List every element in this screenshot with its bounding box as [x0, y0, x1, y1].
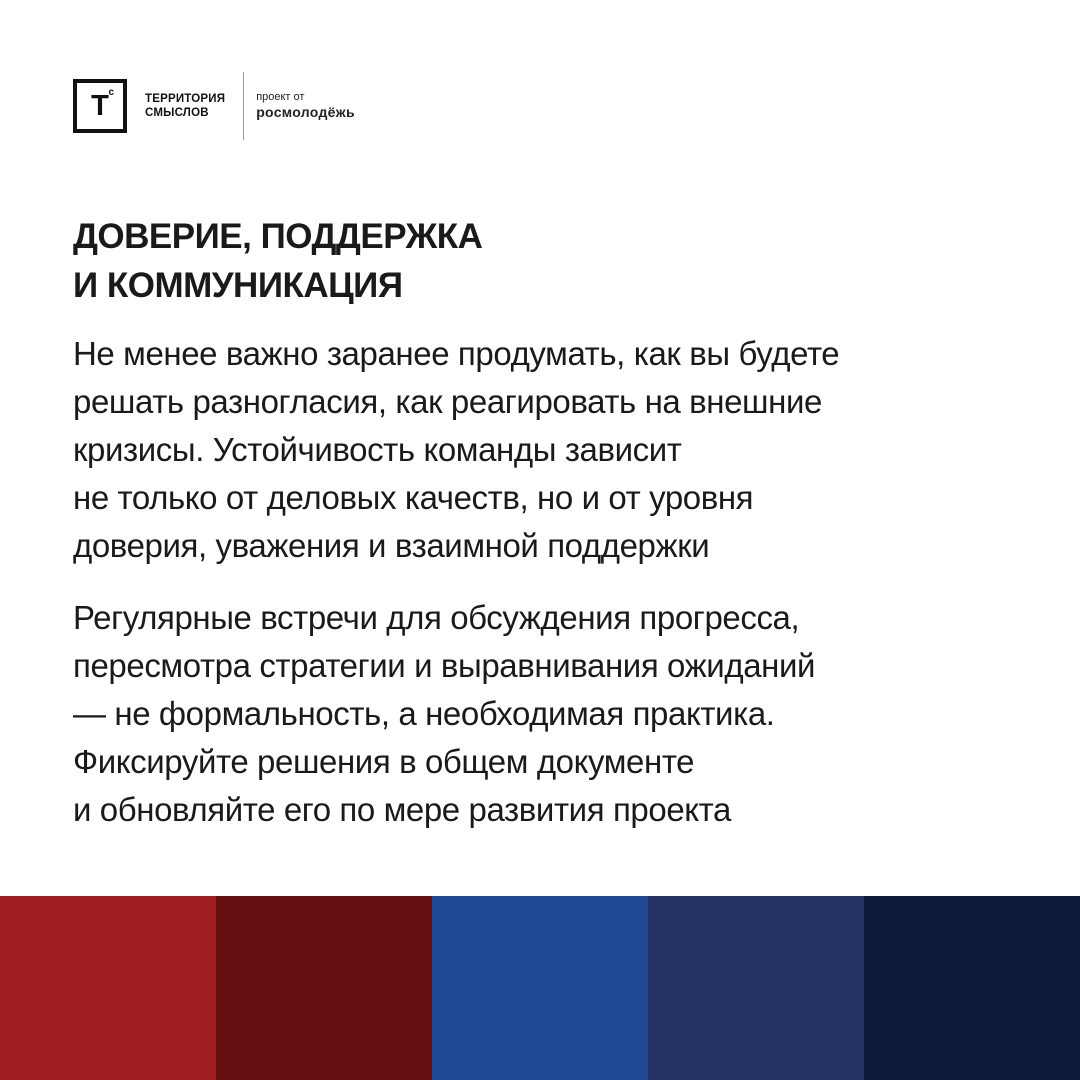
- stripe-block: [216, 896, 432, 1080]
- paragraph-line: Не менее важно заранее продумать, как вы будете: [73, 335, 840, 372]
- paragraph-line: — не формальность, а необходимая практика.: [73, 695, 775, 732]
- paragraph-line: Регулярные встречи для обсуждения прогресса,: [73, 599, 800, 636]
- brand-name-line1: ТЕРРИТОРИЯ: [145, 93, 226, 105]
- logo-icon: [73, 79, 127, 133]
- paragraph-1: [73, 330, 839, 570]
- stripe-block: [0, 896, 216, 1080]
- logo-letter: Т: [91, 90, 109, 122]
- paragraph-line: решать разногласия, как реагировать на внешние: [73, 383, 822, 420]
- brand-name-line2: СМЫСЛОВ: [145, 107, 209, 119]
- paragraph-line: доверия, уважения и взаимной поддержки: [73, 527, 710, 564]
- stripe-block: [432, 896, 648, 1080]
- title-line2: И КОММУНИКАЦИЯ: [73, 266, 403, 305]
- header-divider: [243, 72, 244, 140]
- paragraph-2: [73, 594, 815, 834]
- project-org-logo: росмолодёжь: [256, 104, 355, 120]
- paragraph-line: пересмотра стратегии и выравнивания ожиданий: [73, 647, 816, 684]
- brand-name: [145, 92, 225, 120]
- header: [73, 72, 355, 140]
- paragraph-line: Фиксируйте решения в общем документе: [73, 743, 695, 780]
- logo-superscript: с: [108, 87, 114, 98]
- paragraph-line: не только от деловых качеств, но и от уровня: [73, 479, 754, 516]
- title-line1: ДОВЕРИЕ, ПОДДЕРЖКА: [73, 217, 483, 256]
- paragraph-line: кризисы. Устойчивость команды зависит: [73, 431, 682, 468]
- project-prefix: проект от: [256, 91, 305, 103]
- project-attribution: [256, 91, 355, 121]
- stripe-block: [864, 896, 1080, 1080]
- paragraph-line: и обновляйте его по мере развития проекта: [73, 791, 731, 828]
- color-stripe: [0, 896, 1080, 1080]
- page-title: [73, 212, 482, 310]
- stripe-block: [648, 896, 864, 1080]
